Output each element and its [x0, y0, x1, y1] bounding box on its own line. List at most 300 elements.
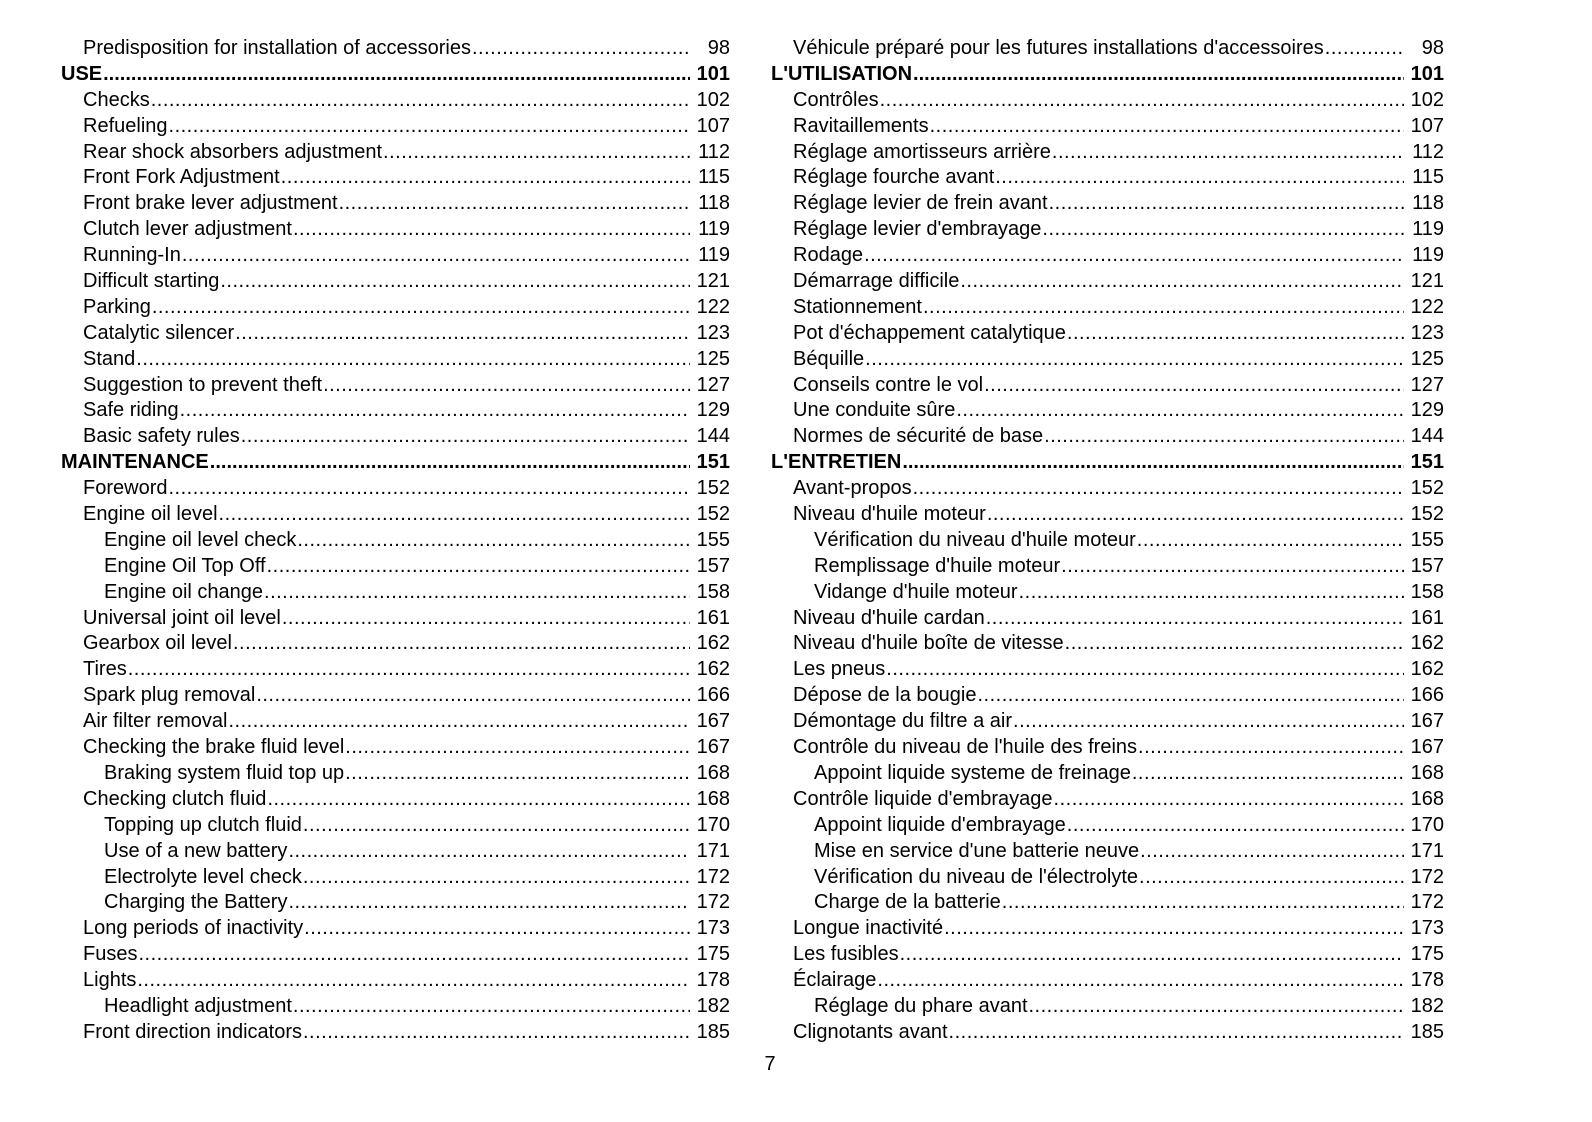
dot-leader [995, 165, 1404, 191]
dot-leader [264, 580, 690, 606]
toc-entry [61, 398, 730, 424]
toc-entry-page-number: 172 [696, 865, 730, 888]
toc-entry-page-number: 102 [1410, 88, 1444, 111]
toc-entry [61, 683, 730, 709]
dot-leader [228, 709, 690, 735]
toc-entry-page-number: 173 [1410, 917, 1444, 940]
toc-entry-title: Suggestion to prevent theft [83, 373, 323, 396]
toc-entry-title: Front brake lever adjustment [83, 192, 338, 215]
dot-leader [472, 36, 690, 62]
toc-entry [771, 295, 1444, 321]
toc-entry-page-number: 168 [1410, 761, 1444, 784]
toc-entry-page-number: 155 [1410, 528, 1444, 551]
toc-entry-title: Niveau d'huile boîte de vitesse [793, 632, 1064, 655]
toc-entry-title: Réglage levier d'embrayage [793, 218, 1042, 241]
toc-entry-page-number: 167 [1410, 710, 1444, 733]
toc-entry-title: Contrôles [793, 88, 879, 111]
toc-entry-page-number: 185 [696, 1020, 730, 1043]
dot-leader [923, 295, 1404, 321]
toc-entry-page-number: 178 [696, 969, 730, 992]
toc-section-heading [61, 450, 730, 476]
dot-leader [339, 191, 690, 217]
toc-entry [771, 865, 1444, 891]
toc-entry-page-number: 118 [698, 192, 730, 215]
dot-leader [930, 114, 1404, 140]
toc-entry [771, 528, 1444, 554]
toc-entry [61, 580, 730, 606]
toc-entry-title: Refueling [83, 114, 168, 137]
toc-entry-title: USE [61, 62, 103, 85]
dot-leader [288, 839, 690, 865]
toc-entry [61, 709, 730, 735]
toc-entry-page-number: 127 [696, 373, 730, 396]
toc-entry-title: Engine Oil Top Off [104, 554, 266, 577]
toc-entry [61, 631, 730, 657]
toc-entry-title: Longue inactivité [793, 917, 944, 940]
toc-entry-title: Universal joint oil level [83, 606, 281, 629]
toc-entry [61, 321, 730, 347]
toc-entry [61, 968, 730, 994]
toc-entry-title: Headlight adjustment [104, 994, 292, 1017]
toc-entry-page-number: 161 [1410, 606, 1444, 629]
toc-entry-title: Vérification du niveau d'huile moteur [814, 528, 1136, 551]
toc-entry-title: Réglage amortisseurs arrière [793, 140, 1051, 163]
toc-entry-page-number: 151 [1410, 451, 1444, 474]
toc-entry-title: Difficult starting [83, 270, 220, 293]
toc-entry-title: Engine oil level check [104, 528, 297, 551]
dot-leader [944, 916, 1404, 942]
dot-leader [168, 476, 690, 502]
toc-entry [771, 88, 1444, 114]
dot-leader [304, 916, 690, 942]
dot-leader [267, 554, 690, 580]
toc-section-heading [771, 450, 1444, 476]
toc-entry-title: Vérification du niveau de l'électrolyte [814, 865, 1139, 888]
toc-entry [771, 114, 1444, 140]
toc-entry-title: Checks [83, 88, 150, 111]
dot-leader [293, 217, 690, 243]
dot-leader [902, 450, 1404, 476]
toc-entry-page-number: 155 [696, 528, 730, 551]
toc-entry-page-number: 151 [696, 451, 730, 474]
dot-leader [1029, 994, 1405, 1020]
toc-entry-title: Dépose de la bougie [793, 684, 977, 707]
toc-entry [61, 890, 730, 916]
toc-entry [771, 657, 1444, 683]
dot-leader [913, 62, 1404, 88]
toc-entry-title: L'ENTRETIEN [771, 451, 902, 474]
toc-entry [771, 476, 1444, 502]
toc-entry-page-number: 144 [696, 425, 730, 448]
dot-leader [1052, 140, 1404, 166]
toc-entry [771, 398, 1444, 424]
toc-entry-page-number: 167 [1410, 736, 1444, 759]
toc-entry [771, 813, 1444, 839]
dot-leader [1140, 839, 1404, 865]
toc-entry [61, 295, 730, 321]
toc-entry [771, 140, 1444, 166]
toc-entry-page-number: 162 [1410, 658, 1444, 681]
toc-entry [771, 735, 1444, 761]
toc-entry-page-number: 122 [696, 295, 730, 318]
toc-entry-page-number: 178 [1410, 969, 1444, 992]
dot-leader [1061, 554, 1404, 580]
toc-entry-page-number: 98 [707, 37, 730, 59]
toc-entry-title: Conseils contre le vol [793, 373, 984, 396]
toc-entry-title: Vidange d'huile moteur [814, 580, 1018, 603]
toc-entry-page-number: 107 [1410, 114, 1444, 137]
toc-column-french [771, 36, 1444, 1046]
toc-entry [771, 502, 1444, 528]
toc-entry-title: Démontage du filtre a air [793, 710, 1013, 733]
toc-entry-page-number: 168 [696, 787, 730, 810]
toc-entry-page-number: 175 [1410, 943, 1444, 966]
toc-column-english [61, 36, 730, 1046]
dot-leader [241, 424, 690, 450]
toc-entry [61, 269, 730, 295]
dot-leader [288, 890, 690, 916]
toc-entry-page-number: 170 [1410, 813, 1444, 836]
toc-entry-title: Long periods of inactivity [83, 917, 304, 940]
toc-entry [61, 373, 730, 399]
toc-entry-title: Engine oil level [83, 503, 218, 526]
dot-leader [282, 606, 690, 632]
dot-leader [293, 994, 690, 1020]
dot-leader [128, 657, 690, 683]
toc-entry-page-number: 112 [698, 140, 730, 163]
toc-entry-title: Predisposition for installation of accessories [83, 37, 471, 59]
toc-entry [771, 321, 1444, 347]
toc-entry-page-number: 101 [696, 62, 730, 85]
toc-entry [771, 994, 1444, 1020]
toc-entry-title: Les pneus [793, 658, 886, 681]
toc-entry [771, 709, 1444, 735]
dot-leader [103, 62, 690, 88]
toc-entry-page-number: 107 [696, 114, 730, 137]
toc-entry [61, 217, 730, 243]
toc-entry [771, 631, 1444, 657]
toc-entry [61, 424, 730, 450]
toc-entry-page-number: 162 [696, 632, 730, 655]
toc-entry [771, 683, 1444, 709]
dot-leader [1137, 528, 1404, 554]
toc-entry-title: Running-In [83, 244, 181, 267]
dot-leader [1138, 735, 1404, 761]
toc-entry [771, 373, 1444, 399]
dot-leader [138, 942, 690, 968]
toc-entry-title: Réglage fourche avant [793, 166, 995, 189]
toc-entry-title: Pot d'échappement catalytique [793, 321, 1066, 344]
dot-leader [1054, 787, 1404, 813]
dot-leader [182, 243, 690, 269]
toc-entry-title: Niveau d'huile moteur [793, 503, 986, 526]
toc-entry-page-number: 118 [1412, 192, 1444, 215]
dot-leader [345, 761, 690, 787]
toc-entry [61, 165, 730, 191]
dot-leader [864, 243, 1404, 269]
toc-entry-title: MAINTENANCE [61, 451, 209, 474]
toc-entry [771, 787, 1444, 813]
toc-entry-title: Rodage [793, 244, 864, 267]
toc-entry-page-number: 175 [696, 943, 730, 966]
toc-entry-page-number: 123 [1410, 321, 1444, 344]
toc-entry-title: Electrolyte level check [104, 865, 302, 888]
dot-leader [297, 528, 690, 554]
dot-leader [233, 631, 690, 657]
toc-entry-page-number: 119 [698, 244, 730, 267]
toc-entry-page-number: 127 [1410, 373, 1444, 396]
toc-entry-title: Gearbox oil level [83, 632, 232, 655]
dot-leader [345, 735, 690, 761]
toc-entry-title: Braking system fluid top up [104, 761, 345, 784]
toc-entry-title: Front direction indicators [83, 1020, 302, 1043]
toc-entry-page-number: 119 [1412, 218, 1444, 241]
toc-entry-title: Foreword [83, 477, 168, 500]
toc-entry [61, 657, 730, 683]
toc-entry-page-number: 119 [1412, 244, 1444, 267]
dot-leader [136, 347, 690, 373]
toc-entry-page-number: 162 [696, 658, 730, 681]
dot-leader [303, 865, 690, 891]
toc-entry-page-number: 162 [1410, 632, 1444, 655]
toc-entry-page-number: 129 [696, 399, 730, 422]
toc-entry-page-number: 144 [1410, 425, 1444, 448]
toc-entry [61, 36, 730, 62]
toc-entry [771, 217, 1444, 243]
dot-leader [256, 683, 690, 709]
toc-entry-title: Clutch lever adjustment [83, 218, 292, 241]
toc-entry-page-number: 171 [1410, 839, 1444, 862]
toc-entry-title: Front Fork Adjustment [83, 166, 280, 189]
toc-entry-page-number: 115 [698, 166, 730, 189]
toc-entry-title: Béquille [793, 347, 865, 370]
toc-entry-title: Remplissage d'huile moteur [814, 554, 1061, 577]
dot-leader [281, 165, 690, 191]
toc-entry-page-number: 168 [1410, 787, 1444, 810]
toc-entry-page-number: 173 [696, 917, 730, 940]
dot-leader [956, 398, 1404, 424]
dot-leader [169, 114, 690, 140]
toc-entry-page-number: 167 [696, 736, 730, 759]
toc-entry-title: Stand [83, 347, 136, 370]
toc-entry [61, 554, 730, 580]
dot-leader [949, 1020, 1404, 1046]
dot-leader [1325, 36, 1404, 62]
dot-leader [1049, 191, 1404, 217]
toc-entry [61, 502, 730, 528]
dot-leader [1044, 424, 1404, 450]
toc-entry-title: Réglage du phare avant [814, 994, 1028, 1017]
toc-entry-page-number: 152 [1410, 477, 1444, 500]
dot-leader [960, 269, 1404, 295]
toc-entry-page-number: 123 [696, 321, 730, 344]
toc-entry-page-number: 121 [1410, 270, 1444, 293]
toc-entry [61, 942, 730, 968]
toc-entry-page-number: 171 [696, 839, 730, 862]
toc-entry [771, 916, 1444, 942]
toc-entry [771, 839, 1444, 865]
toc-entry [61, 528, 730, 554]
dot-leader [987, 502, 1404, 528]
toc-entry-page-number: 166 [1410, 684, 1444, 707]
toc-entry [61, 916, 730, 942]
toc-entry-title: Éclairage [793, 969, 877, 992]
toc-entry [61, 994, 730, 1020]
page-number: 7 [764, 1053, 776, 1075]
toc-entry-title: Safe riding [83, 399, 179, 422]
toc-entry-title: Parking [83, 295, 151, 318]
dot-leader [210, 450, 690, 476]
toc-entry-page-number: 119 [698, 218, 730, 241]
dot-leader [137, 968, 690, 994]
toc-entry-page-number: 166 [696, 684, 730, 707]
dot-leader [235, 321, 690, 347]
toc-entry-page-number: 125 [696, 347, 730, 370]
toc-entry-page-number: 121 [696, 270, 730, 293]
toc-entry-title: Stationnement [793, 295, 922, 318]
toc-entry-page-number: 182 [696, 994, 730, 1017]
toc-entry-page-number: 129 [1410, 399, 1444, 422]
dot-leader [1132, 761, 1404, 787]
toc-entry [61, 813, 730, 839]
toc-entry-page-number: 182 [1410, 994, 1444, 1017]
toc-entry [771, 165, 1444, 191]
toc-entry-page-number: 185 [1410, 1020, 1444, 1043]
dot-leader [219, 502, 690, 528]
toc-entry-title: Normes de sécurité de base [793, 425, 1044, 448]
toc-entry-title: Tires [83, 658, 127, 681]
toc-entry-title: Charge de la batterie [814, 891, 1001, 914]
toc-entry-title: Réglage levier de frein avant [793, 192, 1048, 215]
toc-entry [61, 761, 730, 787]
toc-entry-title: Air filter removal [83, 710, 228, 733]
toc-entry-title: Niveau d'huile cardan [793, 606, 985, 629]
dot-leader [151, 88, 690, 114]
toc-entry-title: Véhicule préparé pour les futures installations d'accessoires [793, 37, 1324, 59]
dot-leader [1065, 631, 1404, 657]
toc-entry [771, 269, 1444, 295]
toc-entry [771, 942, 1444, 968]
toc-entry-page-number: 161 [696, 606, 730, 629]
toc-entry-title: Spark plug removal [83, 684, 256, 707]
dot-leader [1067, 813, 1404, 839]
toc-entry-title: Une conduite sûre [793, 399, 956, 422]
toc-entry-title: Clignotants avant [793, 1020, 948, 1043]
toc-entry-title: Appoint liquide systeme de freinage [814, 761, 1131, 784]
toc-entry [771, 606, 1444, 632]
toc-entry-page-number: 102 [696, 88, 730, 111]
toc-entry-title: Avant-propos [793, 477, 912, 500]
dot-leader [152, 295, 690, 321]
toc-entry-page-number: 170 [696, 813, 730, 836]
toc-entry-page-number: 168 [696, 761, 730, 784]
toc-entry-title: Appoint liquide d'embrayage [814, 813, 1066, 836]
toc-entry-title: Démarrage difficile [793, 270, 960, 293]
dot-leader [220, 269, 690, 295]
dot-leader [877, 968, 1404, 994]
toc-entry-page-number: 172 [696, 891, 730, 914]
toc-entry-title: Mise en service d'une batterie neuve [814, 839, 1140, 862]
dot-leader [984, 373, 1404, 399]
toc-entry-page-number: 172 [1410, 865, 1444, 888]
dot-leader [977, 683, 1404, 709]
toc-section-heading [61, 62, 730, 88]
toc-section-heading [771, 62, 1444, 88]
toc-entry [61, 735, 730, 761]
toc-entry-page-number: 158 [696, 580, 730, 603]
toc-entry [771, 1020, 1444, 1046]
toc-entry-title: Catalytic silencer [83, 321, 235, 344]
toc-entry [61, 606, 730, 632]
toc-entry [61, 865, 730, 891]
toc-entry-title: Topping up clutch fluid [104, 813, 302, 836]
toc-entry-page-number: 112 [1412, 140, 1444, 163]
dot-leader [865, 347, 1404, 373]
toc-entry-title: Charging the Battery [104, 891, 288, 914]
toc-entry [61, 88, 730, 114]
toc-entry-title: Lights [83, 969, 137, 992]
dot-leader [1019, 580, 1404, 606]
toc-entry [61, 140, 730, 166]
toc-entry-page-number: 152 [1410, 503, 1444, 526]
toc-entry-page-number: 125 [1410, 347, 1444, 370]
toc-entry-title: Engine oil change [104, 580, 264, 603]
toc-entry [61, 191, 730, 217]
toc-entry-title: Basic safety rules [83, 425, 240, 448]
dot-leader [303, 813, 690, 839]
toc-entry-page-number: 158 [1410, 580, 1444, 603]
dot-leader [913, 476, 1404, 502]
toc-entry [771, 191, 1444, 217]
dot-leader [1139, 865, 1404, 891]
toc-entry-page-number: 115 [1412, 166, 1444, 189]
toc-entry-title: Use of a new battery [104, 839, 288, 862]
toc-entry [61, 787, 730, 813]
toc-entry-page-number: 122 [1410, 295, 1444, 318]
toc-entry [771, 761, 1444, 787]
toc-entry-page-number: 98 [1421, 37, 1444, 59]
toc-entry-page-number: 101 [1410, 62, 1444, 85]
toc-entry-page-number: 172 [1410, 891, 1444, 914]
toc-entry [771, 243, 1444, 269]
toc-entry [61, 839, 730, 865]
toc-entry-page-number: 152 [696, 477, 730, 500]
dot-leader [383, 140, 690, 166]
toc-entry [771, 424, 1444, 450]
dot-leader [180, 398, 690, 424]
toc-entry-page-number: 157 [1410, 554, 1444, 577]
dot-leader [1013, 709, 1404, 735]
dot-leader [886, 657, 1404, 683]
dot-leader [986, 606, 1404, 632]
toc-entry [771, 890, 1444, 916]
toc-entry-title: Checking clutch fluid [83, 787, 267, 810]
toc-entry [771, 968, 1444, 994]
toc-entry [61, 476, 730, 502]
toc-entry [771, 580, 1444, 606]
toc-entry-page-number: 157 [696, 554, 730, 577]
toc-entry [61, 1020, 730, 1046]
dot-leader [267, 787, 690, 813]
toc-entry-title: Contrôle du niveau de l'huile des freins [793, 736, 1138, 759]
toc-entry [61, 243, 730, 269]
toc-entry-title: Fuses [83, 943, 138, 966]
dot-leader [303, 1020, 690, 1046]
dot-leader [900, 942, 1404, 968]
toc-entry [771, 36, 1444, 62]
toc-entry-title: Checking the brake fluid level [83, 736, 345, 759]
toc-entry [61, 347, 730, 373]
